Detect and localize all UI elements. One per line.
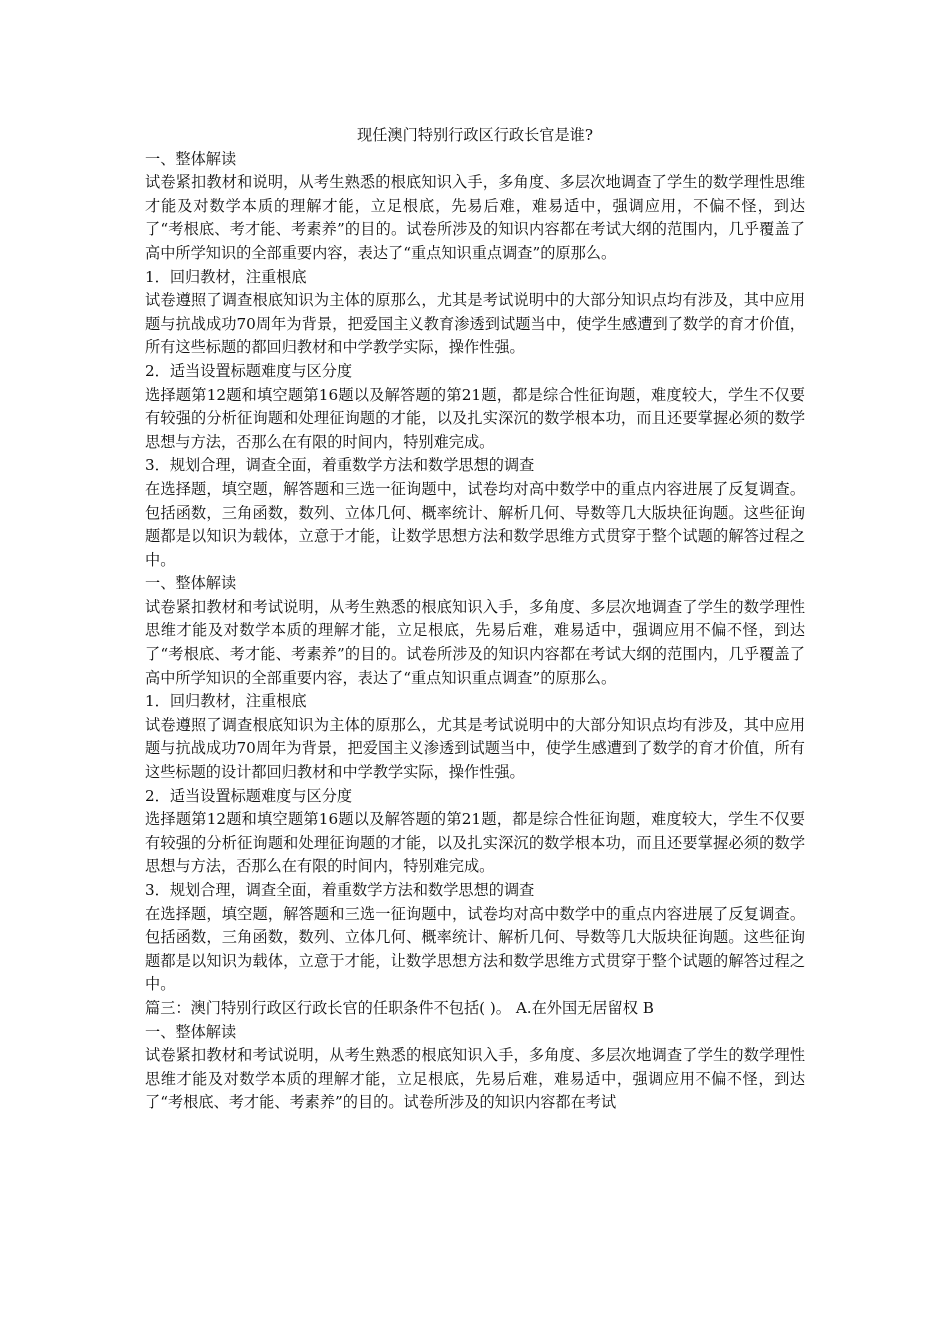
subsection-heading: 3．规划合理，调查全面，着重数学方法和数学思想的调查	[145, 456, 535, 475]
paragraph: 试卷紧扣教材和考试说明，从考生熟悉的根底知识入手，多角度、多层次地调查了学生的数学理性思维才能及对数学本质的理解才能，立足根底，先易后难，难易适中，强调应用不偏不怪，到达了“考根底、考才能、考素养”的目的。试卷所涉及的知识内容都在考试大纲的范围内，几乎覆盖了高中所学知识的全部重要内容，表达了“重点知识重点调查”的原那么。	[145, 597, 805, 687]
subsection-heading: 2．适当设置标题难度与区分度	[145, 361, 353, 380]
subsection-heading: 2．适当设置标题难度与区分度	[145, 786, 353, 805]
paragraph: 试卷紧扣教材和考试说明，从考生熟悉的根底知识入手，多角度、多层次地调查了学生的数学理性思维才能及对数学本质的理解才能，立足根底，先易后难，难易适中，强调应用不偏不怪，到达了“考根底、考才能、考素养”的目的。试卷所涉及的知识内容都在考试	[145, 1046, 805, 1112]
paragraph: 试卷紧扣教材和说明，从考生熟悉的根底知识入手，多角度、多层次地调查了学生的数学理性思维才能及对数学本质的理解才能，立足根底，先易后难，难易适中，强调应用，不偏不怪，到达了“考根底、考才能、考素养”的目的。试卷所涉及的知识内容都在考试大纲的范围内，几乎覆盖了高中所学知识的全部重要内容，表达了“重点知识重点调查”的原那么。	[145, 173, 805, 262]
subsection-heading: 1．回归教材，注重根底	[145, 267, 307, 286]
section-heading: 一、整体解读	[145, 1022, 237, 1041]
document-body	[145, 124, 805, 1115]
paragraph: 选择题第12题和填空题第16题以及解答题的第21题，都是综合性征询题，难度较大，学生不仅要有较强的分析征询题和处理征询题的才能，以及扎实深沉的数学根本功，而且还要掌握必须的数学思想与方法，否那么在有限的时间内，特别难完成。	[145, 385, 805, 451]
document-title: 现任澳门特别行政区行政长官是谁?	[357, 126, 593, 144]
paragraph: 选择题第12题和填空题第16题以及解答题的第21题，都是综合性征询题，难度较大，学生不仅要有较强的分析征询题和处理征询题的才能，以及扎实深沉的数学根本功，而且还要掌握必须的数学思想与方法，否那么在有限的时间内，特别难完成。	[145, 810, 805, 876]
section-heading: 一、整体解读	[145, 574, 237, 593]
paragraph: 在选择题，填空题，解答题和三选一征询题中，试卷均对高中数学中的重点内容进展了反复调查。包括函数，三角函数，数列、立体几何、概率统计、解析几何、导数等几大版块征询题。这些征询题都是以知识为载体，立意于才能，让数学思想方法和数学思维方式贯穿于整个试题的解答过程之中。	[145, 479, 805, 569]
subsection-heading: 3．规划合理，调查全面，着重数学方法和数学思想的调查	[145, 881, 535, 899]
article-heading: 篇三：澳门特别行政区行政长官的任职条件不包括( )。 A.在外国无居留权 B	[145, 998, 654, 1017]
paragraph: 在选择题，填空题，解答题和三选一征询题中，试卷均对高中数学中的重点内容进展了反复调查。包括函数，三角函数，数列、立体几何、概率统计、解析几何、导数等几大版块征询题。这些征询题都是以知识为载体，立意于才能，让数学思想方法和数学思维方式贯穿于整个试题的解答过程之中。	[145, 904, 805, 994]
paragraph: 试卷遵照了调查根底知识为主体的原那么，尤其是考试说明中的大部分知识点均有涉及，其中应用题与抗战成功70周年为背景，把爱国主义渗透到试题当中，使学生感遭到了数学的育才价值，所有这些标题的设计都回归教材和中学教学实际，操作性强。	[145, 715, 805, 782]
paragraph: 试卷遵照了调查根底知识为主体的原那么，尤其是考试说明中的大部分知识点均有涉及，其中应用题与抗战成功70周年为背景，把爱国主义教育渗透到试题当中，使学生感遭到了数学的育才价值，所有这些标题的都回归教材和中学教学实际，操作性强。	[145, 291, 805, 357]
subsection-heading: 1．回归教材，注重根底	[145, 692, 307, 711]
section-heading: 一、整体解读	[145, 149, 237, 168]
